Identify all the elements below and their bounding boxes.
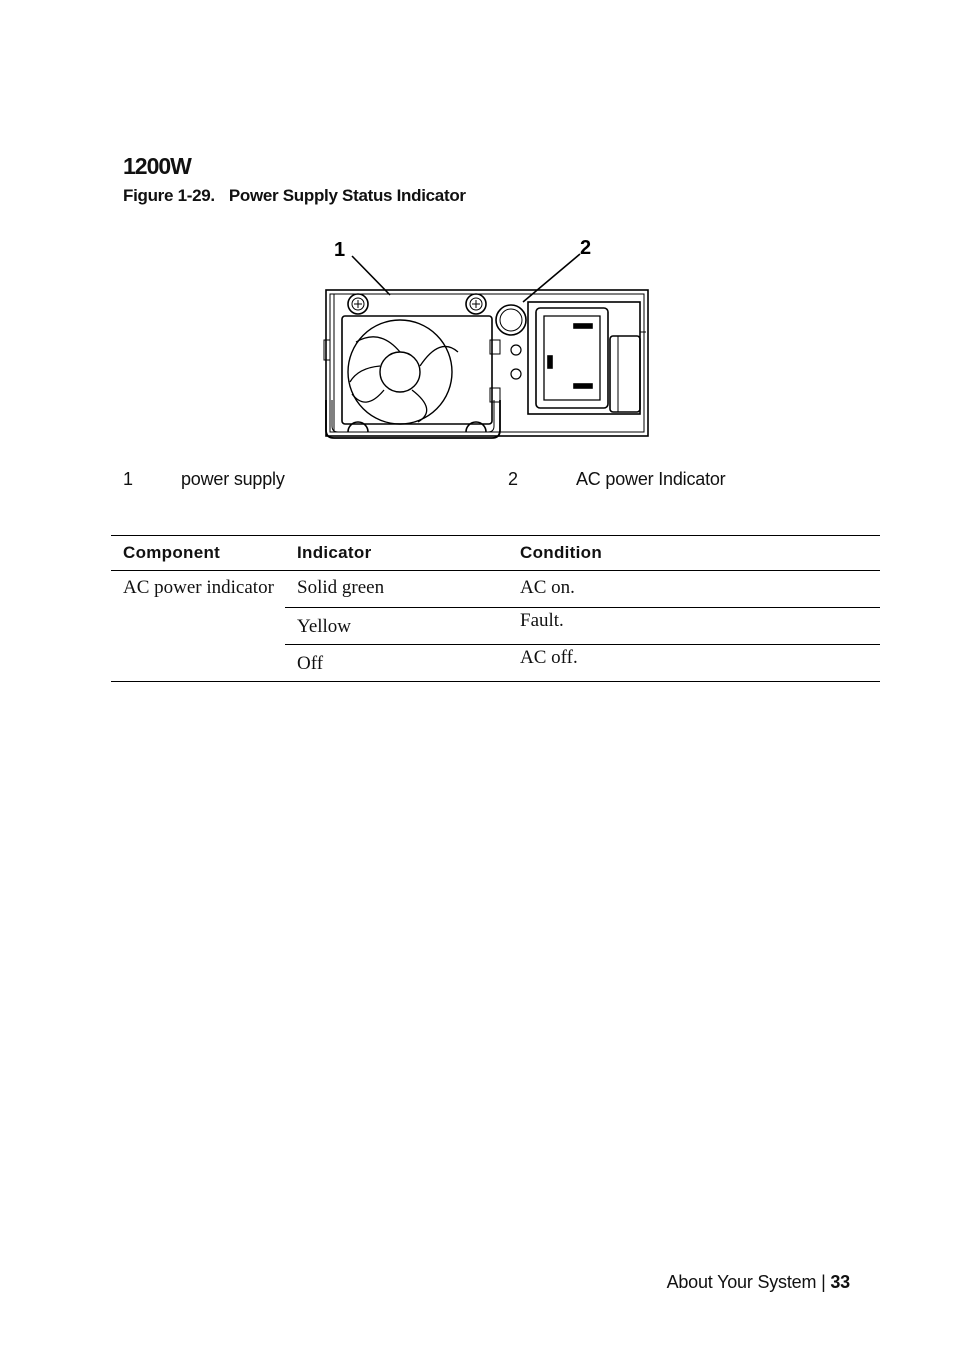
condition-cell: AC off.	[508, 645, 880, 682]
legend-number-1: 1	[123, 469, 133, 489]
footer-separator: |	[821, 1272, 826, 1292]
legend-text-2: AC power Indicator	[576, 469, 726, 489]
header-indicator: Indicator	[285, 536, 508, 571]
legend-text-1: power supply	[181, 469, 285, 489]
power-supply-diagram	[318, 232, 658, 444]
indicator-cell: Off	[285, 645, 508, 682]
table-header-row	[111, 536, 880, 571]
figure-label: Figure 1-29.	[123, 186, 215, 205]
condition-cell: AC on.	[508, 571, 880, 608]
callout-1: 1	[334, 239, 346, 261]
indicator-cell: Solid green	[285, 571, 508, 608]
footer-section: About Your System	[666, 1272, 817, 1292]
table-row	[111, 571, 880, 608]
indicator-cell: Yellow	[285, 608, 508, 645]
page-number: 33	[830, 1272, 850, 1292]
component-cell: AC power indicator	[111, 571, 285, 682]
condition-cell: Fault.	[508, 608, 880, 645]
status-table	[111, 535, 880, 682]
section-title: 1200W	[123, 153, 191, 179]
header-component: Component	[111, 536, 285, 571]
figure-caption	[123, 186, 466, 206]
legend-number-2: 2	[508, 469, 518, 489]
header-condition: Condition	[508, 536, 880, 571]
callout-2: 2	[580, 237, 592, 259]
page-footer	[667, 1272, 850, 1293]
figure-title: Power Supply Status Indicator	[228, 186, 466, 205]
